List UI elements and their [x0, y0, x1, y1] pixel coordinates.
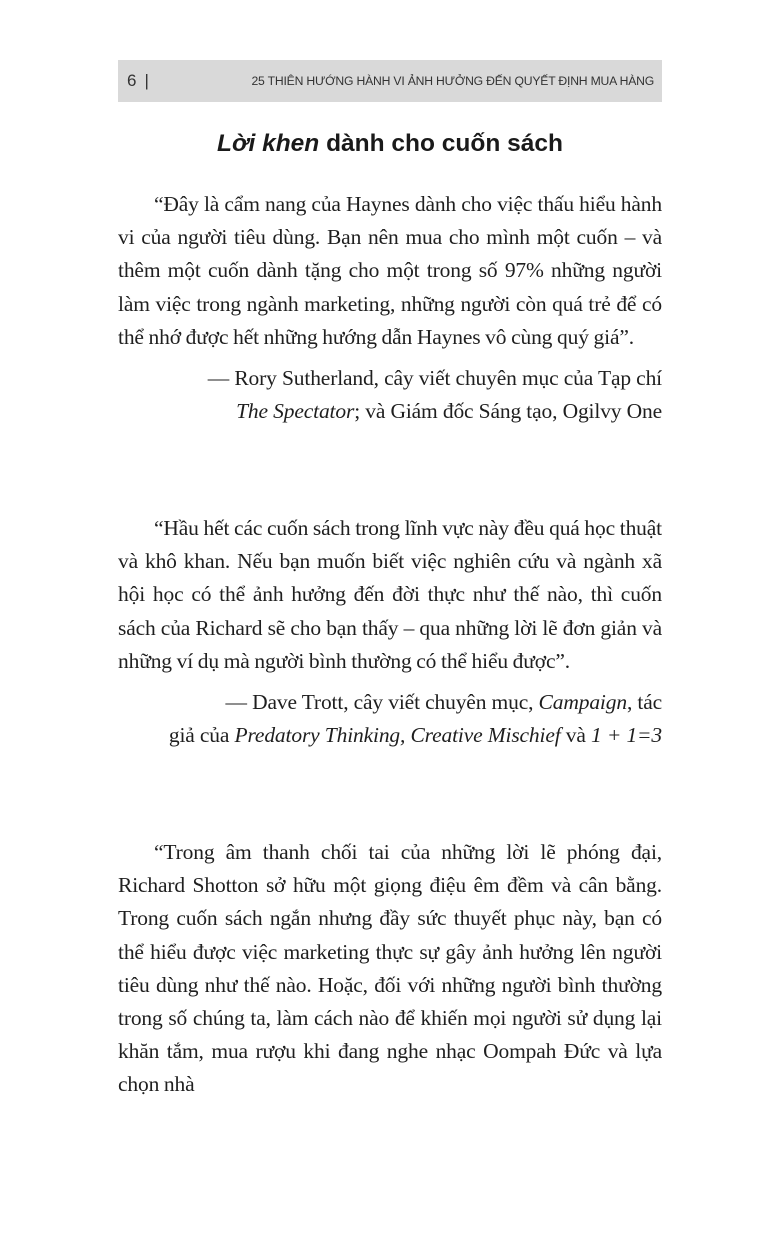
testimonial-attribution — [118, 362, 662, 428]
publication-title: Campaign — [538, 690, 627, 715]
section-heading — [118, 130, 662, 158]
testimonial-quote: “Hầu hết các cuốn sách trong lĩnh vực này đều quá học thuật và khô khan. Nếu bạn muốn biết việc nghiên cứu và ngành xã hội học có thể ảnh hưởng đến đời thực như thế nào, thì cuốn sách của Richard sẽ cho bạn thấy – qua những lời lẽ đơn giản và những ví dụ mà người bình thường có thể hiểu được”. — [118, 516, 662, 673]
attribution-line — [118, 686, 662, 719]
publication-title: The Spectator — [236, 399, 355, 424]
heading-italic: Lời khen — [217, 130, 320, 157]
book-title: 1 + 1=3 — [591, 723, 662, 748]
book-titles: Predatory Thinking, Creative Mischief — [234, 723, 561, 748]
testimonial-quote: “Trong âm thanh chối tai của những lời lẽ phóng đại, Richard Shotton sở hữu một giọng điệu êm đềm và cân bằng. Trong cuốn sách ngắn nhưng đầy sức thuyết phục này, bạn có thể hiểu được việc marketing thực sự gây ảnh hưởng lên người tiêu dùng như thế nào. Hoặc, đối với những người bình thường trong số chúng ta, làm cách nào để khiến mọi người sử dụng lại khăn tắm, mua rượu khi đang nghe nhạc Oompah Đức và lựa chọn nhà — [118, 840, 662, 1097]
attribution-text: và — [560, 723, 592, 748]
attribution-line — [118, 362, 662, 395]
heading-rest: dành cho cuốn sách — [319, 130, 563, 157]
page-number: 6 — [127, 71, 137, 90]
testimonial-attribution — [118, 686, 662, 752]
testimonial-quote: “Đây là cẩm nang của Haynes dành cho việc thấu hiểu hành vi của người tiêu dùng. Bạn nên mua cho mình một cuốn – và thêm một cuốn dành tặng cho một trong số 97% những người làm việc trong ngành marketing, những người còn quá trẻ để có thể nhớ được hết những hướng dẫn Haynes vô cùng quý giá”. — [118, 192, 662, 349]
attribution-text: giả của — [168, 723, 235, 748]
running-header — [118, 60, 662, 102]
attribution-line — [118, 719, 662, 752]
header-separator: | — [144, 71, 149, 90]
attribution-text: — Dave Trott, cây viết chuyên mục, — [225, 690, 539, 715]
attribution-text: , tác — [626, 690, 662, 715]
attribution-line — [118, 395, 662, 428]
testimonial-3 — [118, 836, 662, 1102]
attribution-text: — Rory Sutherland, cây viết chuyên mục của Tạp chí — [207, 366, 662, 391]
testimonial-1 — [118, 188, 662, 428]
running-title: 25 THIÊN HƯỚNG HÀNH VI ẢNH HƯỞNG ĐẾN QUYẾT ĐỊNH MUA HÀNG — [251, 74, 654, 88]
attribution-text: ; và Giám đốc Sáng tạo, Ogilvy One — [354, 399, 662, 424]
testimonial-2 — [118, 512, 662, 752]
